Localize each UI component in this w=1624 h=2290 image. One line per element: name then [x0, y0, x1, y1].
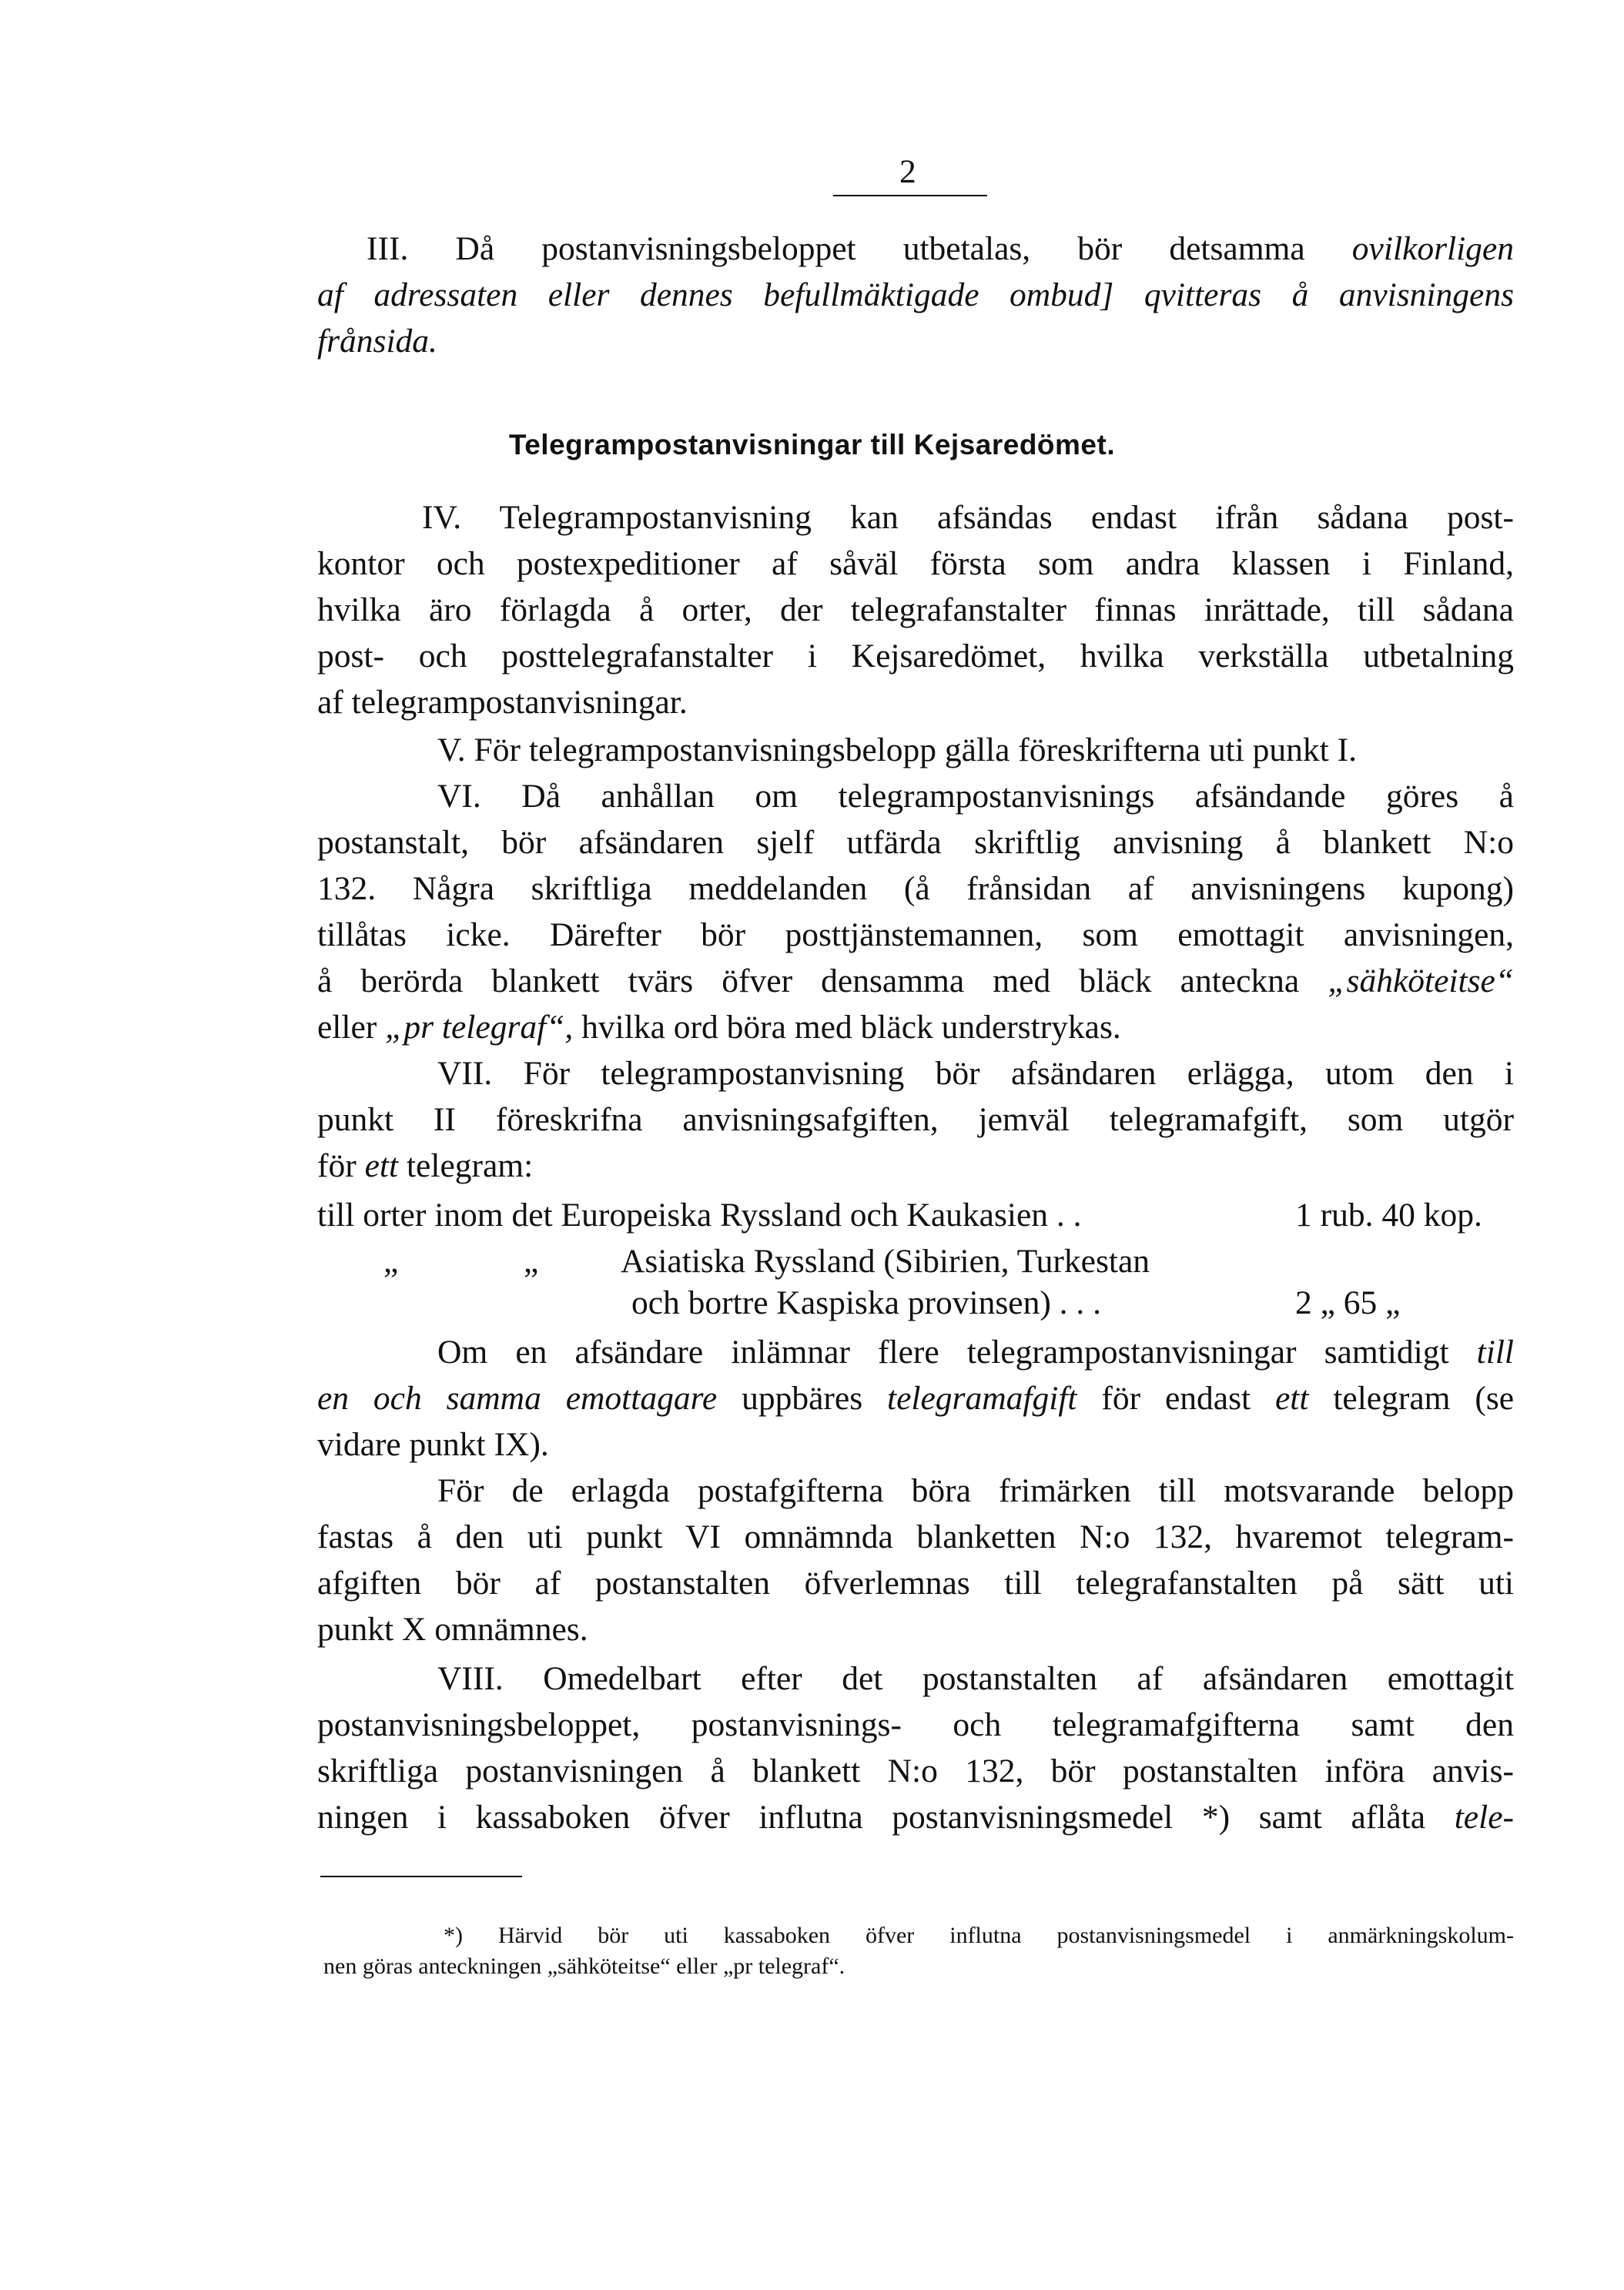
para-3-text: III. Då postanvisningsbeloppet utbetalas, bör detsamma [367, 230, 1305, 267]
para-3-line-3: frånsida. [317, 323, 437, 360]
para-6-line-5-text: å berörda blankett tvärs öfver densamma med bläck anteckna [317, 963, 1300, 999]
para-8-line-3: skriftliga postanvisningen å blankett N:o 132, bör postanstalten införa anvis- [317, 1753, 1514, 1789]
para-6-line-5 [317, 958, 1514, 1004]
para-4-first-line-text: IV. Telegrampostanvisning kan afsändas endast ifrån sådana post- [422, 499, 1514, 536]
para-4-line-4: post- och posttelegrafanstalter i Kejsaredömet, hvilka verkställa utbetalning [317, 638, 1514, 675]
para-7-s-line-2 [317, 1375, 1514, 1421]
para-7-s-line-6: afgiften bör af postanstalten öfverlemnas till telegrafanstalten på sätt uti [317, 1565, 1514, 1602]
para-7-s-line-4 [317, 1468, 1514, 1514]
footnote-rule [320, 1876, 522, 1877]
rate-2-ditto-2: „ [524, 1243, 539, 1280]
para-6-line-3: 132. Några skriftliga meddelanden (å frånsidan af anvisningens kupong) [317, 870, 1514, 907]
para-4-line-1 [317, 494, 1514, 541]
rate-2-ditto-1: „ [383, 1243, 399, 1280]
para-7-s1-text: Om en afsändare inlämnar flere telegrampostanvisningar samtidigt [437, 1334, 1449, 1371]
para-7-line-1 [317, 1050, 1514, 1096]
para-4-line-2: kontor och postexpeditioner af såväl första som andra klassen i Finland, [317, 545, 1514, 582]
para-7-line-3-rest: telegram: [406, 1147, 534, 1184]
para-7-s1-italic: till [1476, 1334, 1515, 1371]
para-3-line-1 [317, 226, 1514, 272]
para-6-first-line-text: VI. Då anhållan om telegrampostanvisnings afsändande göres å [437, 778, 1514, 815]
para-7-s2-italic-2: telegramafgift [887, 1380, 1077, 1417]
para-8-first-line-text: VIII. Omedelbart efter det postanstalten af afsändaren emottagit [437, 1660, 1514, 1697]
para-6-line-6 [317, 1004, 1514, 1050]
rate-2-place: Asiatiska Ryssland (Sibirien, Turkestan [621, 1243, 1150, 1280]
para-7-s2-italic-1: en och samma emottagare [317, 1380, 718, 1417]
footnote-line-2: nen göras anteckningen „sähköteitse“ eller „pr telegraf“. [323, 1954, 845, 1979]
para-7-s2-italic-3: ett [1274, 1380, 1309, 1417]
para-6-line-1 [317, 773, 1514, 819]
para-6-line-6-italic: „pr telegraf“, [385, 1009, 574, 1046]
rate-2-amount: 2 „ 65 „ [1295, 1284, 1401, 1321]
para-8-line-2: postanvisningsbeloppet, postanvisnings- och telegramafgifterna samt den [317, 1706, 1514, 1743]
footnote-text-1: *) Härvid bör uti kassaboken öfver influtna postanvisningsmedel i anmärkningskolum- [444, 1923, 1514, 1948]
para-3-line-2: af adressaten eller dennes befullmäktigade ombud] qvitteras å anvisningens [317, 276, 1514, 313]
para-6-line-2: postanstalt, bör afsändaren sjelf utfärda skriftlig anvisning å blankett N:o [317, 824, 1514, 861]
para-7-s2-text-2: för endast [1101, 1380, 1251, 1417]
para-7-s-line-3: vidare punkt IX). [317, 1426, 549, 1463]
rate-2-place-cont: och bortre Kaspiska provinsen) . . . [631, 1284, 1102, 1321]
section-heading: Telegrampostanvisningar till Kejsaredömet. [508, 429, 1116, 460]
para-5-line-1: V. För telegrampostanvisningsbelopp gälla föreskrifterna uti punkt I. [437, 732, 1357, 768]
rate-1-amount: 1 rub. 40 kop. [1295, 1197, 1482, 1234]
para-7-first-line-text: VII. För telegrampostanvisning bör afsändaren erlägga, utom den i [437, 1055, 1514, 1092]
page-number-rule [833, 195, 987, 196]
para-6-line-6-text: eller [317, 1009, 377, 1046]
para-6-line-6-rest: hvilka ord böra med bläck understrykas. [581, 1009, 1121, 1046]
para-7-line-3-text: för [317, 1147, 357, 1184]
page-number: 2 [899, 153, 916, 190]
para-8-line-4-text: ningen i kassaboken öfver influtna postanvisningsmedel *) samt aflåta [317, 1799, 1426, 1836]
para-4-line-3: hvilka äro förlagda å orter, der telegrafanstalter finnas inrättade, till sådana [317, 591, 1514, 628]
para-8-line-1 [317, 1656, 1514, 1702]
para-4-line-5: af telegrampostanvisningar. [317, 684, 688, 721]
para-6-line-4: tillåtas icke. Därefter bör posttjänstemannen, som emottagit anvisningen, [317, 916, 1514, 953]
footnote-line-1 [323, 1920, 1514, 1951]
para-7-s4-text: För de erlagda postafgifterna böra frimärken till motsvarande belopp [437, 1472, 1514, 1509]
para-7-line-3 [317, 1143, 1514, 1189]
para-8-line-4 [317, 1794, 1514, 1840]
para-6-line-5-italic: „sähköteitse“ [1328, 963, 1514, 999]
para-7-s-line-7: punkt X omnämnes. [317, 1611, 588, 1648]
para-7-line-2: punkt II föreskrifna anvisningsafgiften, jemväl telegramafgift, som utgör [317, 1101, 1514, 1138]
para-7-s2-text-1: uppbäres [742, 1380, 863, 1417]
para-7-s2-text-3: telegram (se [1333, 1380, 1515, 1417]
para-3-italic: ovilkorligen [1351, 230, 1514, 267]
rate-1-place: till orter inom det Europeiska Ryssland och Kaukasien . . [317, 1197, 1082, 1234]
para-7-s-line-5: fastas å den uti punkt VI omnämnda blanketten N:o 132, hvaremot telegram- [317, 1518, 1514, 1555]
para-8-line-4-italic: tele- [1454, 1799, 1514, 1836]
para-7-line-3-italic: ett [364, 1147, 399, 1184]
para-7-s-line-1 [317, 1329, 1514, 1375]
